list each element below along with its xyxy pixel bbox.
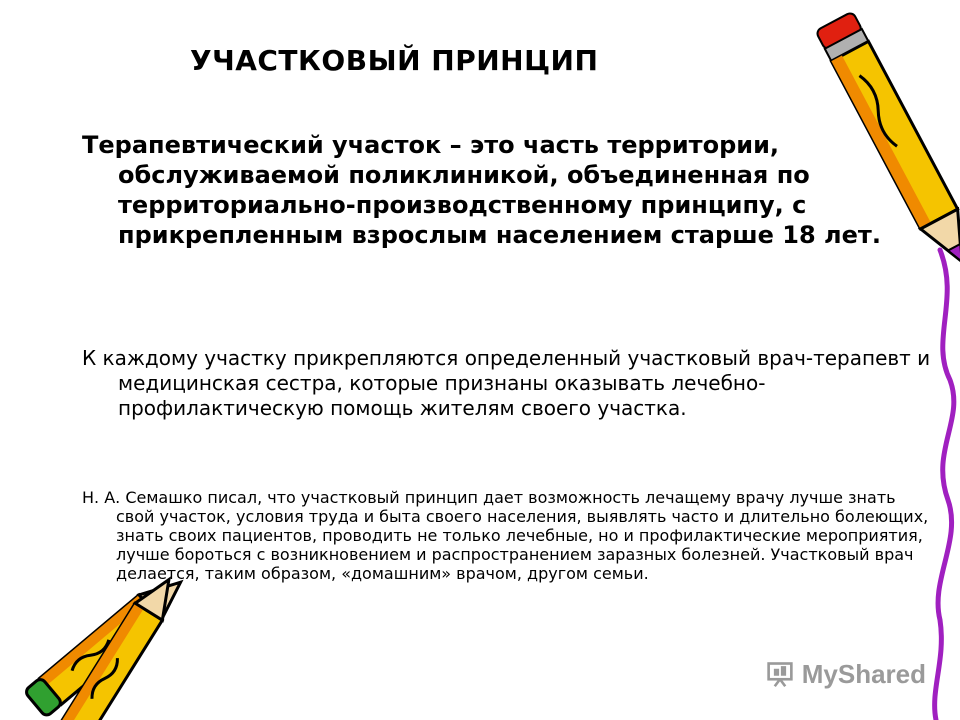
presentation-board-icon (766, 659, 796, 689)
purple-scribble-line (935, 250, 954, 720)
slide-title: УЧАСТКОВЫЙ ПРИНЦИП (190, 44, 599, 77)
semashko-quote-paragraph: Н. А. Семашко писал, что участковый принцип дает возможность лечащему врачу лучше знать свой участок, условия труда и быта своего населения, выявлять часто и длительно болеющих, знать своих пациентов, проводить не только лечебные, но и профилактические мероприятия, лучше бороться с возникновением и распространением заразных болезней. Участковый врач делается, таким образом, «домашним» врачом, другом семьи. (82, 488, 929, 583)
definition-paragraph: Терапевтический участок – это часть территории, обслуживаемой поликлиникой, объединенная по территориально-производственному принципу, с прикрепленным взрослым населением старше 18 лет. (82, 131, 881, 249)
staff-paragraph: К каждому участку прикрепляются определенный участковый врач-терапевт и медицинская сестра, которые признаны оказывать лечебно-профилактическую помощь жителям своего участка. (82, 346, 931, 420)
watermark (766, 656, 926, 692)
watermark-text: MyShared (801, 658, 926, 689)
pencils-left-icon (20, 560, 220, 720)
